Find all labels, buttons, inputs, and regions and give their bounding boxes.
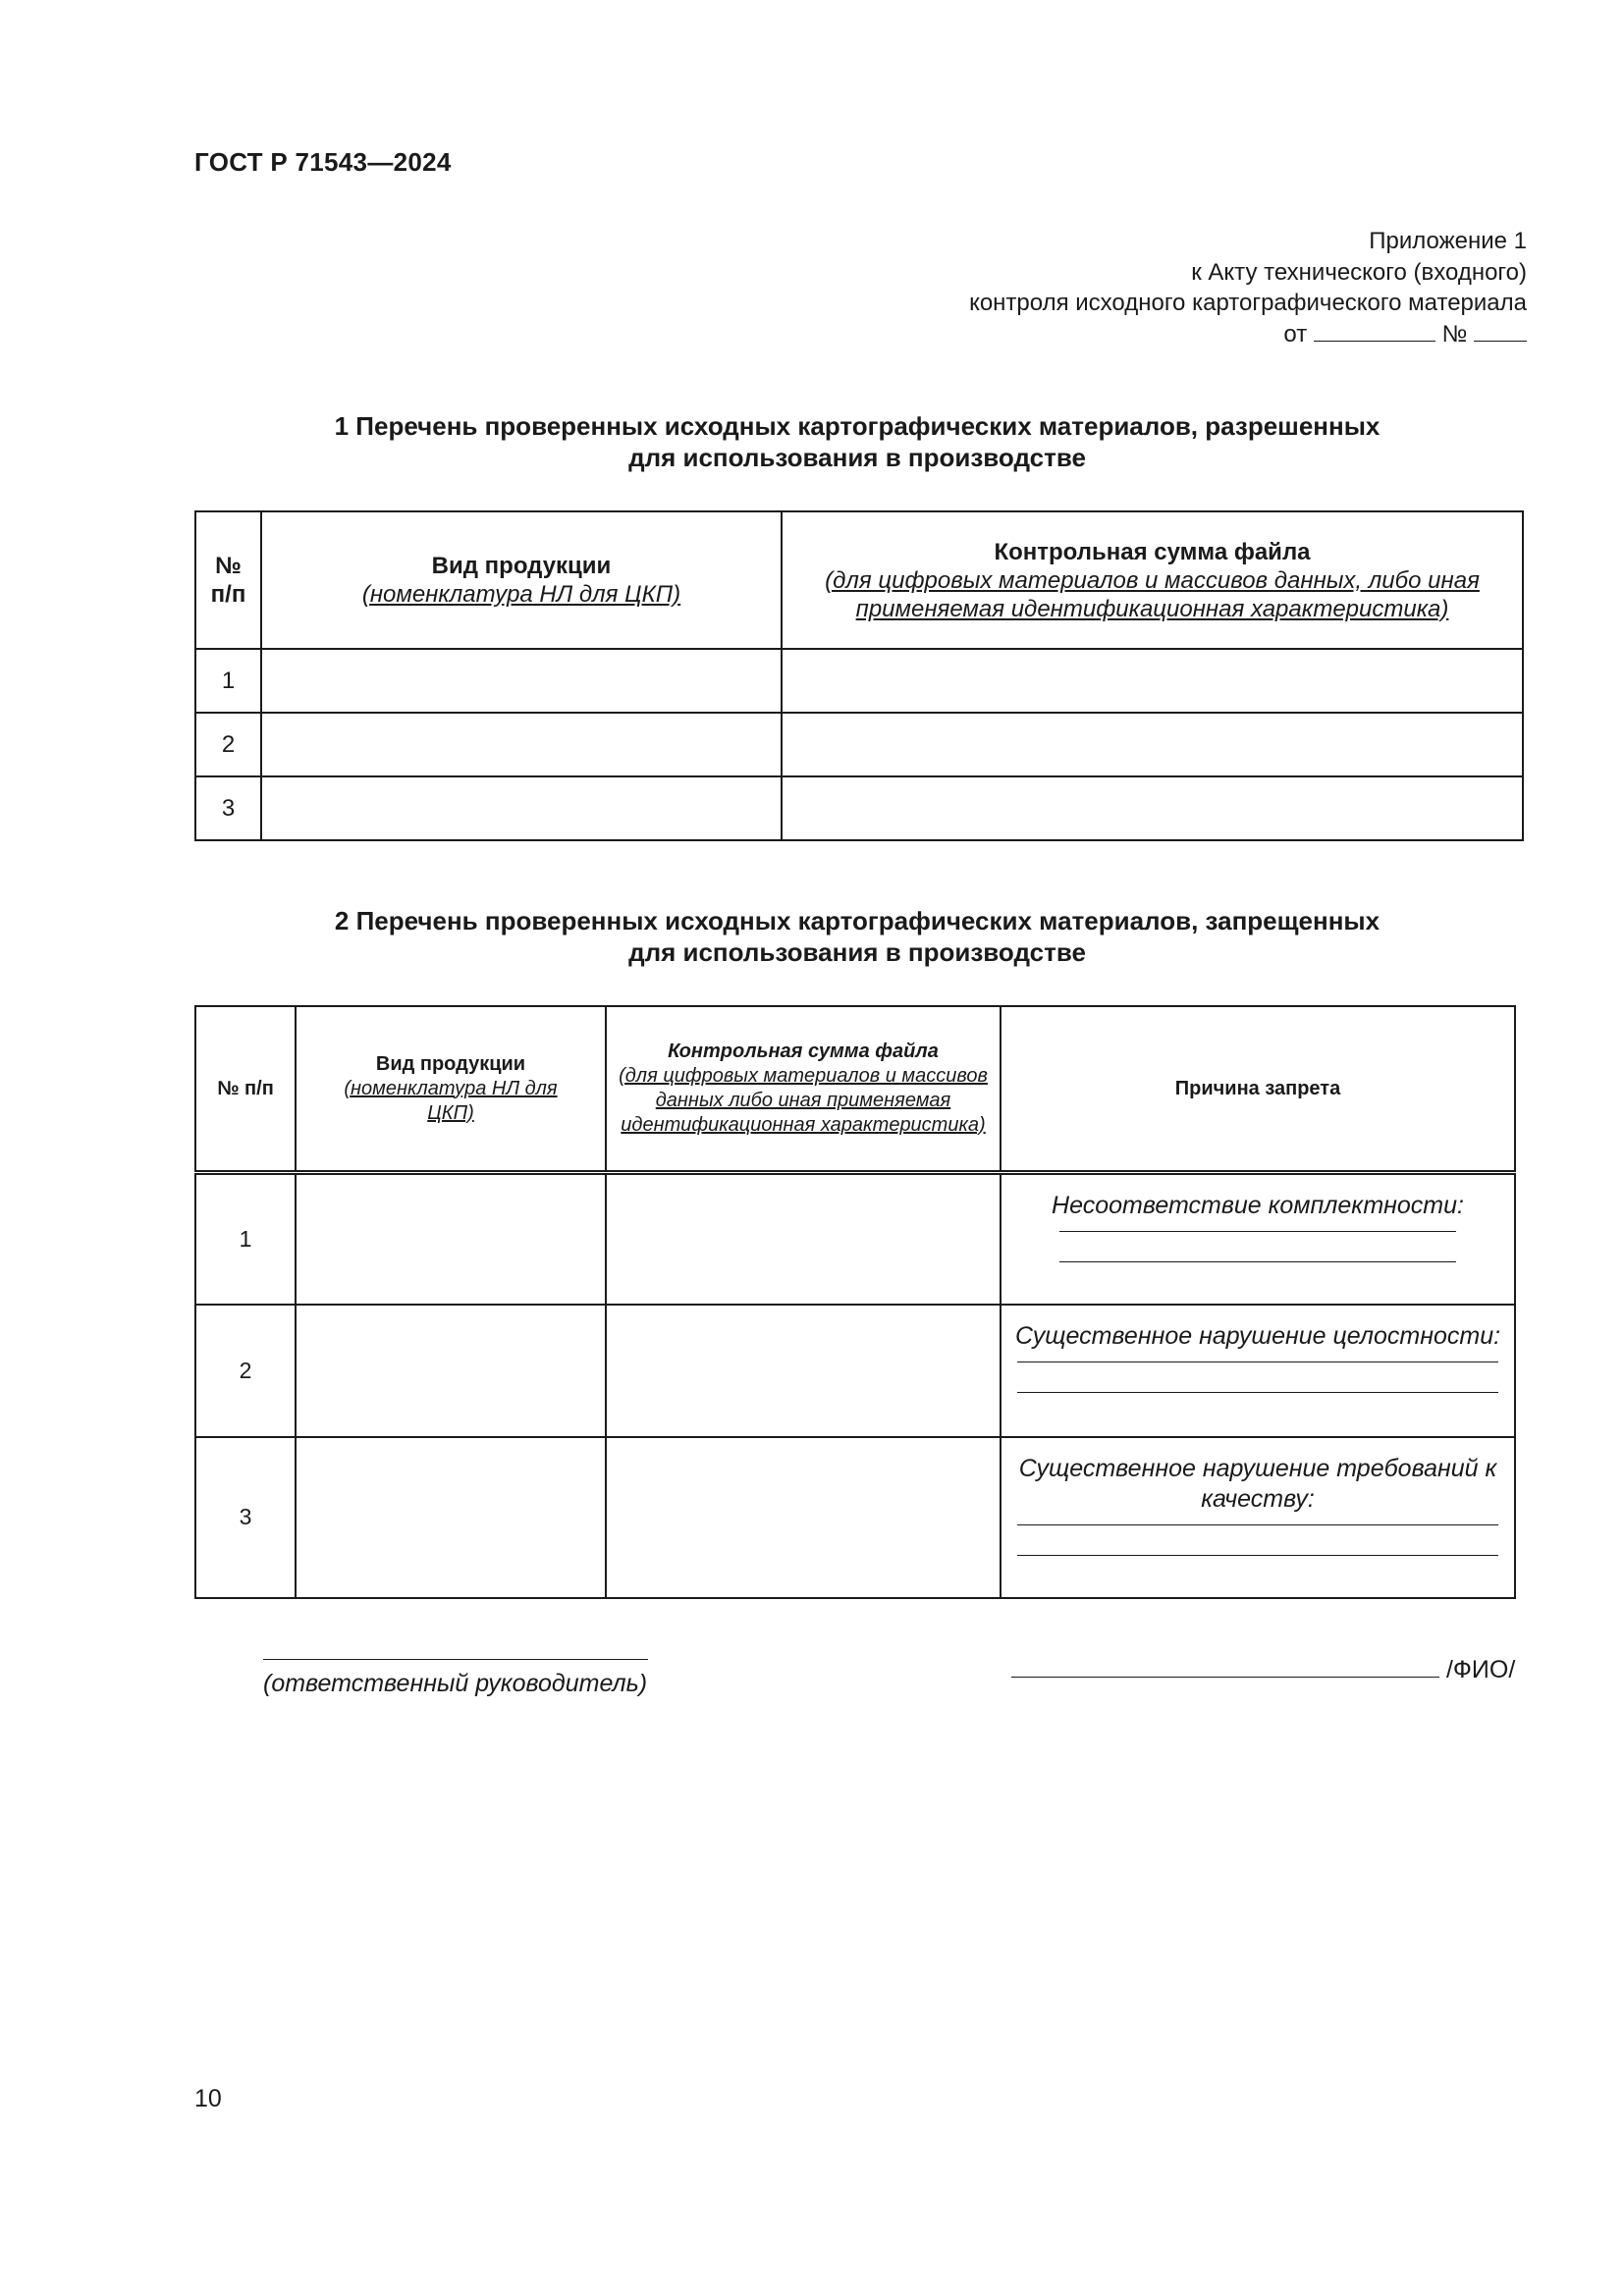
table-row bbox=[195, 1437, 1515, 1598]
checksum-header-label: Контрольная сумма файла bbox=[668, 1041, 939, 1062]
checksum-cell[interactable] bbox=[782, 649, 1523, 713]
product-cell[interactable] bbox=[261, 649, 782, 713]
signature-line[interactable] bbox=[263, 1659, 648, 1660]
row-number: 1 bbox=[195, 1173, 296, 1305]
product-cell[interactable] bbox=[296, 1305, 606, 1437]
table-header-row bbox=[195, 511, 1523, 649]
number-label: № bbox=[1441, 320, 1468, 347]
reason-cell[interactable] bbox=[1001, 1305, 1515, 1437]
name-signature-block bbox=[1011, 1651, 1515, 1684]
product-header-note: (номенклатура НЛ для ЦКП) bbox=[344, 1077, 558, 1124]
product-column-header bbox=[296, 1006, 606, 1173]
row-number: 3 bbox=[195, 776, 261, 840]
responsible-signature-block bbox=[263, 1659, 648, 1698]
product-cell[interactable] bbox=[261, 776, 782, 840]
table-header-row bbox=[195, 1006, 1515, 1173]
prohibited-materials-table bbox=[194, 1005, 1516, 1599]
product-cell[interactable] bbox=[261, 713, 782, 776]
reason-text: Несоответствие комплектности: bbox=[1052, 1192, 1464, 1219]
product-column-header bbox=[261, 511, 782, 649]
checksum-cell[interactable] bbox=[606, 1437, 1001, 1598]
table-row bbox=[195, 776, 1523, 840]
section-1-title-line-1: 1 Перечень проверенных исходных картографических материалов, разрешенных bbox=[334, 411, 1380, 441]
num-header-label: № п/п bbox=[210, 553, 246, 608]
num-column-header: № п/п bbox=[195, 1006, 296, 1173]
product-cell[interactable] bbox=[296, 1437, 606, 1598]
row-number: 1 bbox=[195, 649, 261, 713]
checksum-header-label: Контрольная сумма файла bbox=[994, 538, 1311, 565]
table-row bbox=[195, 713, 1523, 776]
num-column-header bbox=[195, 511, 261, 649]
row-number: 2 bbox=[195, 713, 261, 776]
product-cell[interactable] bbox=[296, 1173, 606, 1305]
reason-blank-line-1[interactable] bbox=[1059, 1231, 1456, 1232]
document-standard-header: ГОСТ Р 71543—2024 bbox=[194, 147, 452, 177]
date-blank bbox=[1314, 319, 1435, 342]
reason-cell[interactable] bbox=[1001, 1173, 1515, 1305]
checksum-header-note: (для цифровых материалов и массивов данных, либо иная применяемая идентификационная характеристика) bbox=[825, 566, 1480, 622]
section-2-title-line-1: 2 Перечень проверенных исходных картографических материалов, запрещенных bbox=[334, 906, 1380, 935]
row-number: 3 bbox=[195, 1437, 296, 1598]
signature-label: (ответственный руководитель) bbox=[263, 1670, 648, 1697]
checksum-cell[interactable] bbox=[606, 1173, 1001, 1305]
reason-blank-line-2[interactable] bbox=[1059, 1261, 1456, 1262]
reason-text: Существенное нарушение требований к качеству: bbox=[1018, 1454, 1497, 1513]
section-2-title-line-2: для использования в производстве bbox=[628, 937, 1086, 967]
checksum-cell[interactable] bbox=[782, 713, 1523, 776]
reason-text: Существенное нарушение целостности: bbox=[1014, 1321, 1501, 1350]
reason-blank-line-2[interactable] bbox=[1017, 1392, 1498, 1393]
checksum-cell[interactable] bbox=[782, 776, 1523, 840]
section-2-title bbox=[194, 905, 1520, 968]
checksum-header-note: (для цифровых материалов и массивов данных либо иная применяемая идентификационная характеристика) bbox=[619, 1065, 988, 1136]
table-row bbox=[195, 1173, 1515, 1305]
section-1-title-line-2: для использования в производстве bbox=[628, 443, 1086, 472]
product-header-label: Вид продукции bbox=[375, 1052, 526, 1075]
name-label: /ФИО/ bbox=[1445, 1656, 1516, 1683]
checksum-column-header bbox=[782, 511, 1523, 649]
table-row bbox=[195, 1305, 1515, 1437]
reason-column-header: Причина запрета bbox=[1001, 1006, 1515, 1173]
appendix-block bbox=[969, 226, 1527, 349]
appendix-line-3: контроля исходного картографического материала bbox=[969, 290, 1527, 316]
checksum-column-header bbox=[606, 1006, 1001, 1173]
appendix-date-number-line bbox=[969, 319, 1527, 350]
name-line[interactable] bbox=[1011, 1651, 1439, 1678]
reason-blank-line-2[interactable] bbox=[1017, 1555, 1498, 1556]
reason-cell[interactable] bbox=[1001, 1437, 1515, 1598]
row-number: 2 bbox=[195, 1305, 296, 1437]
number-blank bbox=[1474, 319, 1527, 342]
product-header-label: Вид продукции bbox=[431, 553, 612, 579]
section-1-title bbox=[194, 410, 1520, 473]
product-header-note: (номенклатура НЛ для ЦКП) bbox=[361, 581, 681, 608]
appendix-line-1: Приложение 1 bbox=[1369, 228, 1527, 254]
from-label: от bbox=[1283, 320, 1308, 347]
appendix-line-2: к Акту технического (входного) bbox=[1191, 258, 1527, 286]
allowed-materials-table bbox=[194, 510, 1524, 841]
table-row bbox=[195, 649, 1523, 713]
page-number: 10 bbox=[194, 2085, 222, 2112]
checksum-cell[interactable] bbox=[606, 1305, 1001, 1437]
reason-blank-line-1[interactable] bbox=[1017, 1524, 1498, 1525]
